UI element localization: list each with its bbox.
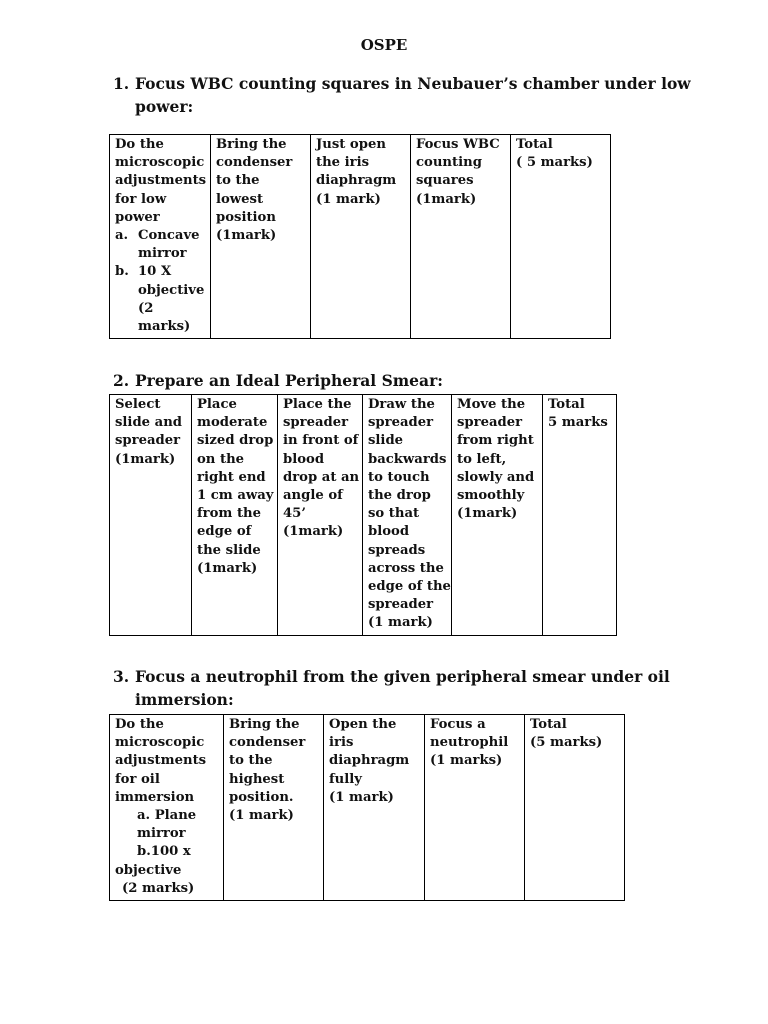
question-2-table bbox=[109, 394, 617, 636]
cell-line: smoothly bbox=[457, 488, 525, 504]
cell-line: slowly and bbox=[457, 469, 535, 485]
question-number: 1. bbox=[113, 74, 130, 93]
table-row bbox=[110, 395, 617, 636]
cell-line: Focus WBC bbox=[416, 137, 500, 152]
page-title: OSPE bbox=[360, 36, 408, 54]
cell-line: so that bbox=[368, 506, 420, 522]
cell-line: Do the bbox=[115, 717, 164, 732]
list-item: b.100 x bbox=[137, 844, 191, 860]
cell-line: (1mark) bbox=[283, 524, 344, 540]
cell-line: Just open bbox=[316, 137, 386, 152]
cell-line: Do the bbox=[115, 137, 164, 152]
cell-line: Place bbox=[197, 397, 237, 412]
cell-line: neutrophil bbox=[430, 735, 509, 751]
cell-line: squares bbox=[416, 173, 474, 189]
cell-line: for low bbox=[115, 191, 167, 207]
cell-line: objective bbox=[115, 862, 182, 878]
cell-line: the iris bbox=[316, 155, 370, 171]
cell-line: Draw the bbox=[368, 397, 435, 412]
cell-line: spreader bbox=[115, 433, 181, 449]
cell-line: ( 5 marks) bbox=[516, 155, 593, 171]
question-1-heading bbox=[113, 72, 691, 118]
question-text-line-1: Focus a neutrophil from the given peripheral smear under oil bbox=[135, 667, 670, 686]
cell-line: to left, bbox=[457, 451, 507, 467]
cell-line: adjustments bbox=[115, 753, 207, 769]
cell-line: Open the bbox=[329, 717, 397, 732]
cell-line: fully bbox=[329, 771, 362, 787]
list-item: mirror bbox=[137, 826, 186, 842]
cell-line: slide and bbox=[115, 415, 182, 431]
cell-line: Move the bbox=[457, 397, 526, 412]
cell-line: to the bbox=[216, 173, 260, 189]
table-cell-step-1 bbox=[110, 395, 192, 636]
cell-line: 45’ bbox=[283, 506, 306, 522]
cell-line: counting bbox=[416, 155, 482, 171]
cell-line: edge of bbox=[197, 524, 252, 540]
table-cell-total bbox=[525, 715, 625, 901]
list-item bbox=[115, 227, 206, 263]
cell-line: to touch bbox=[368, 469, 430, 485]
cell-line: Bring the bbox=[216, 137, 287, 152]
question-text-line-2: power: bbox=[135, 97, 194, 116]
cell-line: Concave bbox=[138, 228, 200, 244]
cell-line: spreader bbox=[457, 415, 523, 431]
cell-line: the slide bbox=[197, 542, 261, 558]
cell-line: power bbox=[115, 209, 160, 225]
cell-line: (1 mark) bbox=[316, 191, 381, 207]
table-cell-step-2 bbox=[211, 135, 311, 339]
cell-line: spreader bbox=[283, 415, 349, 431]
question-1-table bbox=[109, 134, 611, 339]
cell-line: the drop bbox=[368, 488, 431, 504]
cell-line: spreader bbox=[368, 597, 434, 613]
question-number: 3. bbox=[113, 667, 130, 686]
cell-line: position bbox=[216, 209, 276, 225]
question-text-line-1: Focus WBC counting squares in Neubauer’s chamber under low bbox=[135, 74, 691, 93]
list-item-label: a. bbox=[115, 228, 129, 244]
cell-line: for oil bbox=[115, 771, 160, 787]
cell-line: drop at an bbox=[283, 469, 360, 485]
cell-line: from right bbox=[457, 433, 534, 449]
cell-line: angle of bbox=[283, 488, 343, 504]
cell-line: diaphragm bbox=[316, 173, 397, 189]
table-cell-step-4 bbox=[425, 715, 525, 901]
cell-line: (1mark) bbox=[216, 228, 277, 244]
cell-line: (1mark) bbox=[457, 506, 518, 522]
cell-line: marks) bbox=[138, 319, 191, 335]
cell-line: (1 mark) bbox=[329, 789, 394, 805]
cell-line: edge of the bbox=[368, 579, 451, 595]
cell-line: 1 cm away bbox=[197, 488, 274, 504]
cell-line: (1 marks) bbox=[430, 753, 503, 769]
cell-line: Bring the bbox=[229, 717, 300, 732]
cell-line: Total bbox=[548, 397, 585, 412]
cell-line: lowest bbox=[216, 191, 264, 207]
cell-line: microscopic bbox=[115, 155, 205, 171]
question-3-heading bbox=[113, 665, 670, 711]
table-cell-step-4 bbox=[363, 395, 452, 636]
cell-line: microscopic bbox=[115, 735, 205, 751]
cell-line: sized drop bbox=[197, 433, 274, 449]
cell-line: blood bbox=[283, 451, 325, 467]
table-cell-step-3 bbox=[278, 395, 363, 636]
cell-line: Total bbox=[530, 717, 567, 732]
question-text-line-1: Prepare an Ideal Peripheral Smear: bbox=[135, 371, 443, 390]
table-cell-step-5 bbox=[452, 395, 543, 636]
cell-line: Focus a bbox=[430, 717, 486, 732]
table-cell-step-2 bbox=[224, 715, 324, 901]
cell-line: (5 marks) bbox=[530, 735, 603, 751]
table-cell-total bbox=[543, 395, 617, 636]
cell-line: blood bbox=[368, 524, 410, 540]
cell-line: Total bbox=[516, 137, 553, 152]
cell-line: Select bbox=[115, 397, 161, 412]
cell-line: objective bbox=[138, 282, 205, 298]
table-row bbox=[110, 135, 611, 339]
cell-line: moderate bbox=[197, 415, 268, 431]
table-cell-total bbox=[511, 135, 611, 339]
cell-line: immersion bbox=[115, 789, 195, 805]
cell-line: to the bbox=[229, 753, 273, 769]
cell-line: (1 mark) bbox=[368, 615, 433, 631]
cell-line: Place the bbox=[283, 397, 352, 412]
question-3-table bbox=[109, 714, 625, 901]
cell-line: iris bbox=[329, 735, 354, 751]
cell-line: (2 marks) bbox=[122, 880, 195, 896]
list-item-label: b. bbox=[115, 264, 129, 280]
cell-line: slide bbox=[368, 433, 404, 449]
cell-line: adjustments bbox=[115, 173, 207, 189]
cell-line: across the bbox=[368, 560, 444, 576]
table-cell-step-1 bbox=[110, 715, 224, 901]
cell-line: (1mark) bbox=[416, 191, 477, 207]
question-2-heading bbox=[113, 369, 443, 392]
cell-line: 5 marks bbox=[548, 415, 608, 431]
table-cell-step-3 bbox=[311, 135, 411, 339]
cell-line: right end bbox=[197, 469, 266, 485]
cell-line: on the bbox=[197, 451, 245, 467]
cell-line: 10 X bbox=[138, 264, 172, 280]
list-item: a. Plane bbox=[137, 808, 197, 824]
table-cell-step-1 bbox=[110, 135, 211, 339]
list-item bbox=[115, 263, 206, 336]
cell-line: condenser bbox=[216, 155, 293, 171]
cell-line: from the bbox=[197, 506, 262, 522]
cell-line: backwards bbox=[368, 451, 447, 467]
cell-line: mirror bbox=[138, 246, 187, 262]
cell-line: spreader bbox=[368, 415, 434, 431]
cell-line: condenser bbox=[229, 735, 306, 751]
question-number: 2. bbox=[113, 371, 130, 390]
cell-line: (1 mark) bbox=[229, 808, 294, 824]
table-cell-step-3 bbox=[324, 715, 425, 901]
cell-line: highest bbox=[229, 771, 285, 787]
table-cell-step-2 bbox=[192, 395, 278, 636]
cell-line: (1mark) bbox=[197, 560, 258, 576]
table-row bbox=[110, 715, 625, 901]
cell-line: diaphragm bbox=[329, 753, 410, 769]
cell-line: (1mark) bbox=[115, 451, 176, 467]
cell-line: position. bbox=[229, 789, 294, 805]
table-cell-step-4 bbox=[411, 135, 511, 339]
cell-line: (2 bbox=[138, 300, 154, 316]
question-text-line-2: immersion: bbox=[135, 690, 234, 709]
cell-line: in front of bbox=[283, 433, 359, 449]
cell-line: spreads bbox=[368, 542, 426, 558]
